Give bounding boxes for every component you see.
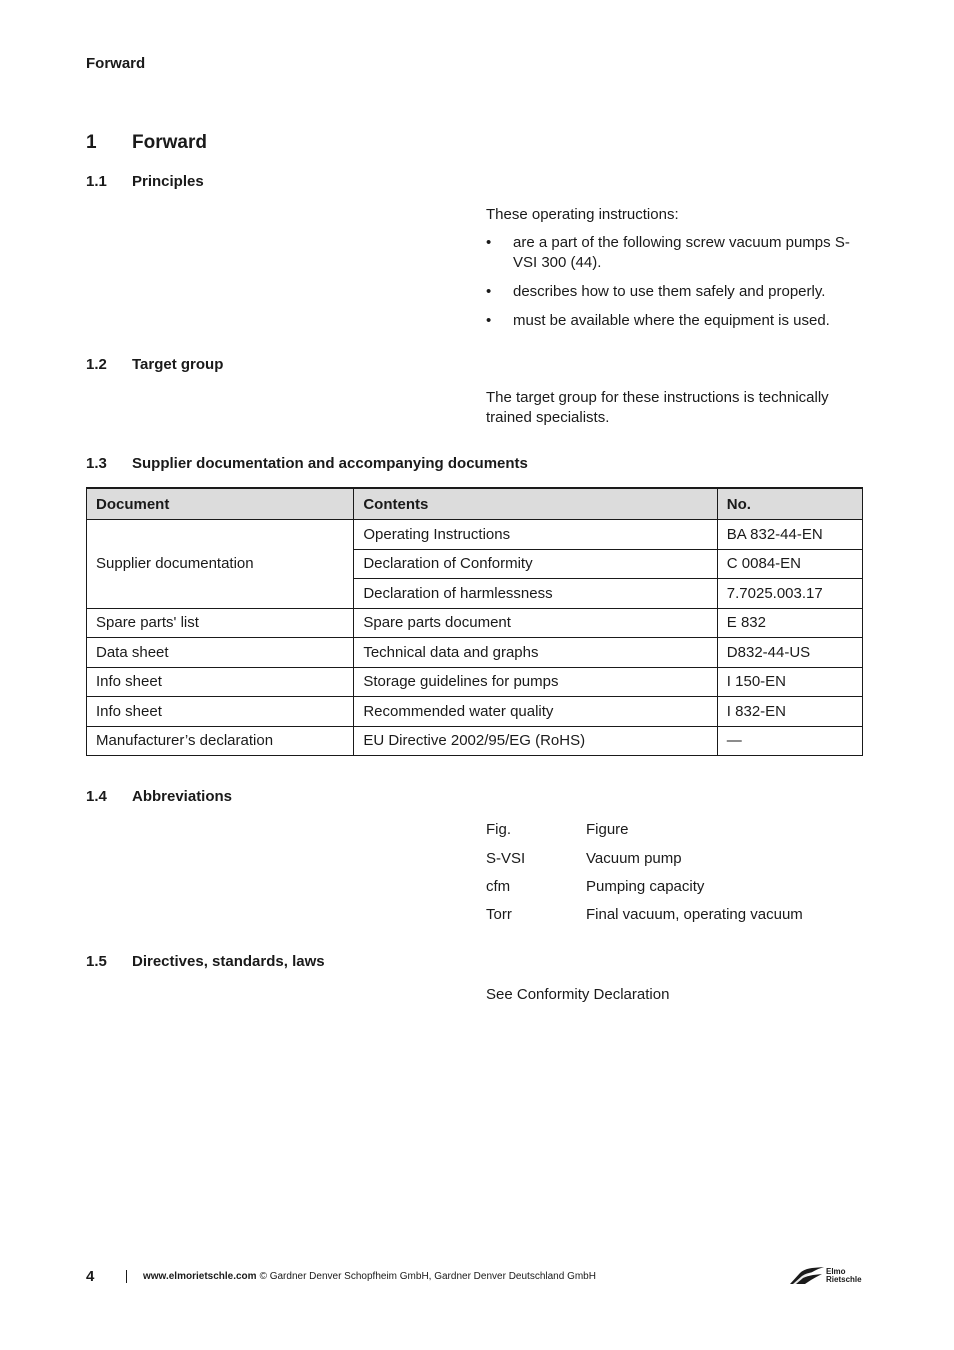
- section-number: 1: [86, 132, 97, 153]
- table-cell-contents: Technical data and graphs: [354, 638, 717, 668]
- table-cell-no: I 150-EN: [717, 667, 862, 697]
- abbreviation-term: S-VSI: [486, 850, 526, 867]
- principles-intro: These operating instructions:: [486, 206, 679, 223]
- website-link[interactable]: www.elmorietschle.com: [143, 1271, 257, 1282]
- table-row: [87, 638, 863, 668]
- table-cell-contents: EU Directive 2002/95/EG (RoHS): [354, 726, 717, 756]
- table-row: [87, 697, 863, 727]
- list-item: • describes how to use them safely and properly.: [486, 283, 826, 300]
- table-cell-no: BA 832-44-EN: [717, 520, 862, 550]
- column-header-no: No.: [717, 488, 862, 520]
- section-1-3-heading: [86, 455, 528, 472]
- section-title: Directives, standards, laws: [132, 953, 325, 970]
- table-row: [87, 726, 863, 756]
- column-header-contents: Contents: [354, 488, 717, 520]
- table-cell-document: Info sheet: [87, 667, 354, 697]
- table-cell-no: 7.7025.003.17: [717, 579, 862, 609]
- section-number: 1.4: [86, 788, 107, 805]
- company-logo: [790, 1265, 864, 1287]
- abbreviation-meaning: Vacuum pump: [586, 850, 682, 867]
- table-cell-document: Data sheet: [87, 638, 354, 668]
- table-row: [87, 608, 863, 638]
- section-1-1-heading: [86, 173, 204, 190]
- documents-table: [86, 487, 863, 756]
- table-cell-no: D832-44-US: [717, 638, 862, 668]
- list-item: • must be available where the equipment is used.: [486, 312, 830, 329]
- section-1-2-heading: [86, 356, 223, 373]
- section-number: 1.1: [86, 173, 107, 190]
- target-group-text: The target group for these instructions is technically trained specialists.: [486, 389, 829, 426]
- bullet-icon: •: [486, 234, 492, 251]
- section-number: 1.5: [86, 953, 107, 970]
- list-item: • are a part of the following screw vacuum pumps S-VSI 300 (44).: [486, 234, 850, 271]
- table-cell-no: E 832: [717, 608, 862, 638]
- abbreviation-row: [486, 878, 704, 895]
- section-1-heading: [86, 132, 207, 154]
- table-cell-contents: Declaration of Conformity: [354, 549, 717, 579]
- copyright-text: © Gardner Denver Schopfheim GmbH, Gardner Denver Deutschland GmbH: [259, 1271, 596, 1282]
- abbreviation-row: [486, 906, 803, 923]
- table-cell-contents: Storage guidelines for pumps: [354, 667, 717, 697]
- bullet-icon: •: [486, 283, 492, 300]
- table-cell-contents: Declaration of harmlessness: [354, 579, 717, 609]
- section-number: 1.2: [86, 356, 107, 373]
- directives-text: See Conformity Declaration: [486, 986, 670, 1003]
- abbreviation-row: [486, 821, 629, 838]
- section-number: 1.3: [86, 455, 107, 472]
- table-cell-no: —: [717, 726, 862, 756]
- section-title: Principles: [132, 173, 204, 190]
- table-cell-document: Manufacturer’s declaration: [87, 726, 354, 756]
- table-cell-document: Supplier documentation: [87, 520, 354, 609]
- running-header: Forward: [86, 55, 146, 72]
- abbreviation-row: [486, 850, 682, 867]
- abbreviation-meaning: Final vacuum, operating vacuum: [586, 906, 803, 923]
- page-footer: [86, 1268, 596, 1285]
- table-cell-contents: Recommended water quality: [354, 697, 717, 727]
- table-cell-contents: Spare parts document: [354, 608, 717, 638]
- table-row: [87, 520, 863, 550]
- table-cell-no: I 832-EN: [717, 697, 862, 727]
- section-1-5-heading: [86, 953, 325, 970]
- section-title: Supplier documentation and accompanying documents: [132, 455, 528, 472]
- table-cell-no: C 0084-EN: [717, 549, 862, 579]
- table-header-row: [87, 488, 863, 520]
- principles-body: [486, 205, 866, 340]
- table-cell-contents: Operating Instructions: [354, 520, 717, 550]
- bullet-icon: •: [486, 312, 492, 329]
- abbreviation-term: cfm: [486, 878, 511, 895]
- logo-text: Elmo Rietschle: [826, 1267, 862, 1284]
- table-cell-document: Spare parts' list: [87, 608, 354, 638]
- section-title: Abbreviations: [132, 788, 233, 805]
- abbreviation-meaning: Figure: [586, 821, 629, 838]
- section-title: Forward: [132, 132, 207, 153]
- section-1-4-heading: [86, 788, 232, 805]
- footer-divider: [126, 1270, 127, 1283]
- column-header-document: Document: [87, 488, 354, 520]
- abbreviation-term: Torr: [486, 906, 512, 923]
- table-row: [87, 667, 863, 697]
- page-number: 4: [86, 1268, 95, 1285]
- section-title: Target group: [132, 356, 224, 373]
- swoosh-logo-icon: [790, 1267, 824, 1285]
- abbreviation-term: Fig.: [486, 821, 512, 838]
- abbreviation-meaning: Pumping capacity: [586, 878, 705, 895]
- principles-list: [486, 233, 866, 331]
- table-cell-document: Info sheet: [87, 697, 354, 727]
